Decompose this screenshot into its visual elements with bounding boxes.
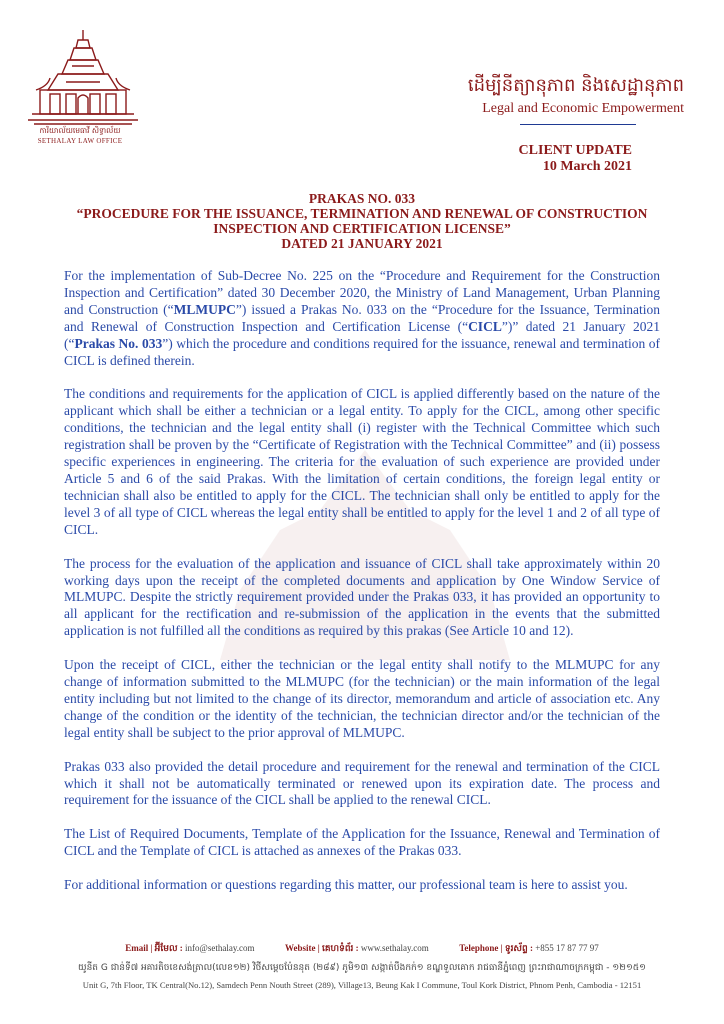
paragraph-1 — [64, 268, 660, 369]
p1-term-prakas: Prakas No. 033 — [74, 335, 163, 351]
p1-text-e: ”)” dated 21 January 2021 (“ — [64, 318, 660, 351]
p1-text-g: ”) which the procedure and conditions required for the issuance, renewal and termination of CICL is defined therein. — [64, 335, 660, 368]
paragraph-3: The process for the evaluation of the application and issuance of CICL shall take approximately within 20 working days upon the receipt of the completed documents and application by One Window Service of MLMUPC. Despite the strictly requirement provided under the Prakas 033, it has provided an opportunity to all applicant for the rectification and re-submission of the application in the events that the submitted application is not fulfilled all the conditions as required by this prakas (See Article 10 and 12). — [64, 555, 660, 639]
p1-text-a: For the implementation of Sub-Decree No. 225 on the “Procedure and Requirement for the Construction Inspection and Certification” dated 30 December 2020, the Ministry of Land Management, Urban Planning and Construction (“ — [64, 268, 660, 317]
footer-contacts — [0, 943, 724, 956]
client-update-date: 10 March 2021 — [542, 159, 632, 174]
document-title-line-2: “PROCEDURE FOR THE ISSUANCE, TERMINATION AND RENEWAL OF CONSTRUCTION — [76, 206, 648, 221]
tagline-khmer: ដើម្បីនីត្យានុភាព និងសេដ្ឋានុភាព — [467, 75, 684, 96]
email-link[interactable]: info@sethalay.com — [185, 943, 255, 953]
client-update-label: CLIENT UPDATE — [518, 143, 632, 158]
paragraph-7: For additional information or questions regarding this matter, our professional team is here to assist you. — [64, 877, 628, 893]
temple-logo-icon — [28, 28, 138, 126]
telephone-label: Telephone | ទូរស័ព្ទ : — [459, 943, 533, 953]
footer-address-khmer: យូនីត G ជាន់ទី៧ អគារតិចខេសង់ត្រាល(លេខ១២) វិថីសម្ដេចប៉ែននុត (២៨៩) ភូមិ១៣ សង្កាត់បឹងកក់១ ខណ្ឌទួលគោក រាជធានីភ្នំពេញ ព្រះរាជាណាចក្រកម្ពុជា - ១២១៥១ — [78, 963, 646, 973]
paragraph-2: The conditions and requirements for the application of CICL is applied differently based on the nature of the applicant which shall be either a technician or a legal entity. To apply for the CICL, among other specific conditions, the technician and the legal entity shall (i) register with the Technical Committee which such registration shall be proven by the “Certificate of Registration with the Technical Committee” and (ii) possess specific experiences in engineering. The criteria for the evaluation of such experience are provided under Article 5 and 6 of the said Prakas. With the limitation of certain conditions, the foreign legal entity or technician shall also be entitled to apply for the CICL. The technician shall only be entitled to apply for the level 3 of all type of CICL whereas the legal entity shall be entitled to apply for the level 1 and 2 of all type of CICL. — [64, 386, 660, 537]
logo-company-name: SETHALAY LAW OFFICE — [37, 137, 123, 145]
email-label: Email | អ៊ីមែល : — [125, 943, 183, 953]
paragraph-6: The List of Required Documents, Template of the Application for the Issuance, Renewal and Termination of CICL and the Template of CICL is attached as annexes of the Prakas 033. — [64, 826, 660, 859]
paragraph-5: Prakas 033 also provided the detail procedure and requirement for the renewal and termination of the CICL which it shall not be automatically terminated or renewed upon its expiration date. The process and requirement for the issuance of the CICL shall be applied to the renewal CICL. — [64, 758, 660, 808]
website-link[interactable]: www.sethalay.com — [360, 943, 429, 953]
document-body — [64, 268, 660, 911]
p1-term-mlmupc: MLMUPC — [173, 301, 236, 317]
tagline-divider — [520, 124, 636, 125]
paragraph-4: Upon the receipt of CICL, either the technician or the legal entity shall notify to the MLMUPC for any change of information submitted to the MLMUPC (for the technician) or the main information of the legal entity including but not limited to the change of its director, memorandum and article of association etc. Any change of the condition or the identity of the technician, the technician director and/or the technician of the legal entity shall be subject to the prior approval of MLMUPC. — [64, 657, 660, 740]
footer-address-english: Unit G, 7th Floor, TK Central(No.12), Samdech Penn Nouth Street (289), Village13, Beung Kak I Commune, Toul Kork District, Phnom Penh, Cambodia - 12151 — [82, 980, 642, 990]
p1-text-c: ”) issued a Prakas No. 033 on the “Procedure for the Issuance, Termination and Renewal of Construction Inspection and Certification License (“ — [64, 301, 660, 334]
document-title-line-3: INSPECTION AND CERTIFICATION LICENSE” — [213, 221, 511, 236]
document-title-line-1: PRAKAS NO. 033 — [308, 191, 416, 206]
tagline-english: Legal and Economic Empowerment — [482, 101, 684, 116]
website-label: Website | គេហទំព័រ : — [284, 943, 359, 953]
telephone-number: +855 17 87 77 97 — [535, 943, 599, 953]
logo-khmer-name: ការិយាល័យមេធាវី សិទ្ធាល័យ — [39, 126, 121, 135]
document-title-line-4: DATED 21 JANUARY 2021 — [281, 236, 443, 251]
p1-term-cicl: CICL — [468, 318, 502, 334]
